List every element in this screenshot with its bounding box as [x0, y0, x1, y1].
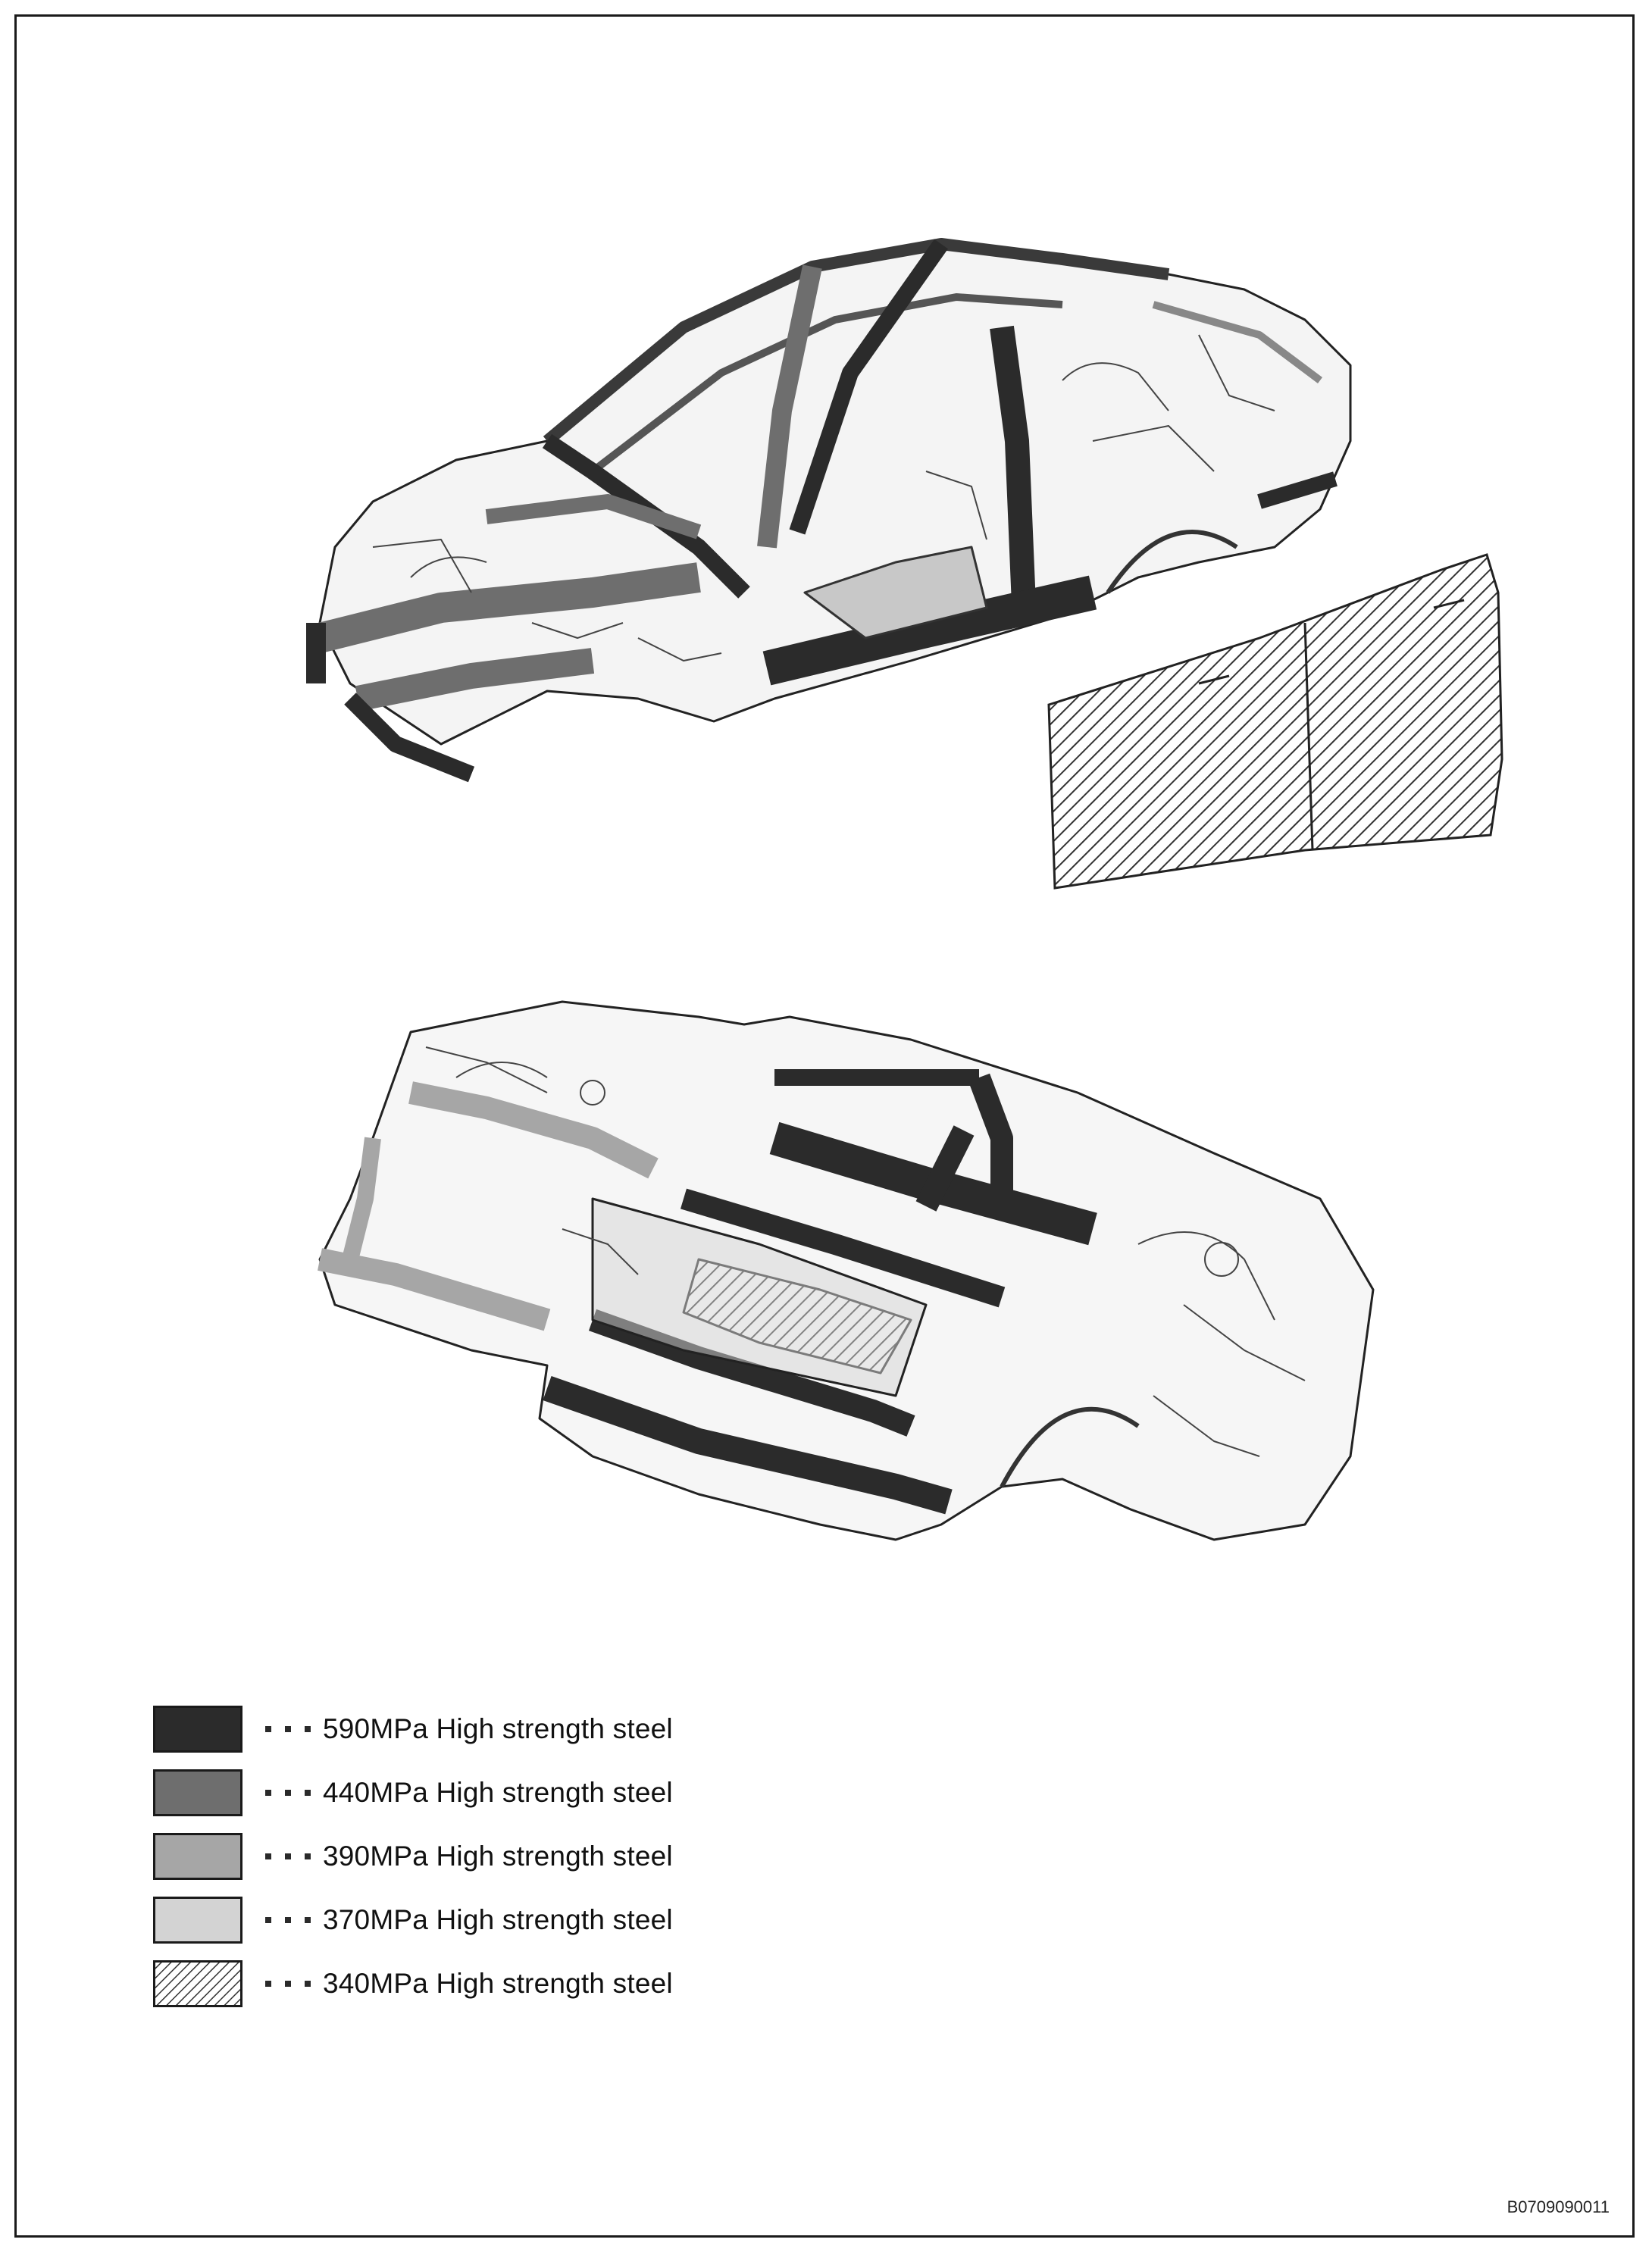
legend-swatch-370mpa	[153, 1897, 242, 1944]
figure-frame	[14, 14, 1635, 2238]
legend-swatch-590mpa	[153, 1706, 242, 1753]
legend-item	[153, 1697, 673, 1761]
steel-grade-legend	[153, 1697, 673, 2016]
legend-item	[153, 1952, 673, 2016]
door-outer-panels	[1049, 555, 1502, 888]
leader-dots	[265, 1917, 311, 1923]
legend-item	[153, 1761, 673, 1825]
legend-label: 590MPa High strength steel	[323, 1713, 673, 1744]
leader-dots	[265, 1981, 311, 1987]
leader-dots	[265, 1853, 311, 1859]
figure-code: B0709090011	[1507, 2197, 1610, 2216]
legend-item	[153, 1888, 673, 1952]
leader-dots	[265, 1790, 311, 1796]
legend-swatch-340mpa	[153, 1960, 242, 2007]
legend-item	[153, 1825, 673, 1888]
lower-body-view	[320, 1002, 1373, 1540]
legend-label: 340MPa High strength steel	[323, 1968, 673, 1999]
legend-label: 390MPa High strength steel	[323, 1841, 673, 1872]
legend-label: 370MPa High strength steel	[323, 1904, 673, 1935]
legend-swatch-440mpa	[153, 1769, 242, 1816]
legend-label: 440MPa High strength steel	[323, 1777, 673, 1808]
leader-dots	[265, 1726, 311, 1732]
legend-swatch-390mpa	[153, 1833, 242, 1880]
